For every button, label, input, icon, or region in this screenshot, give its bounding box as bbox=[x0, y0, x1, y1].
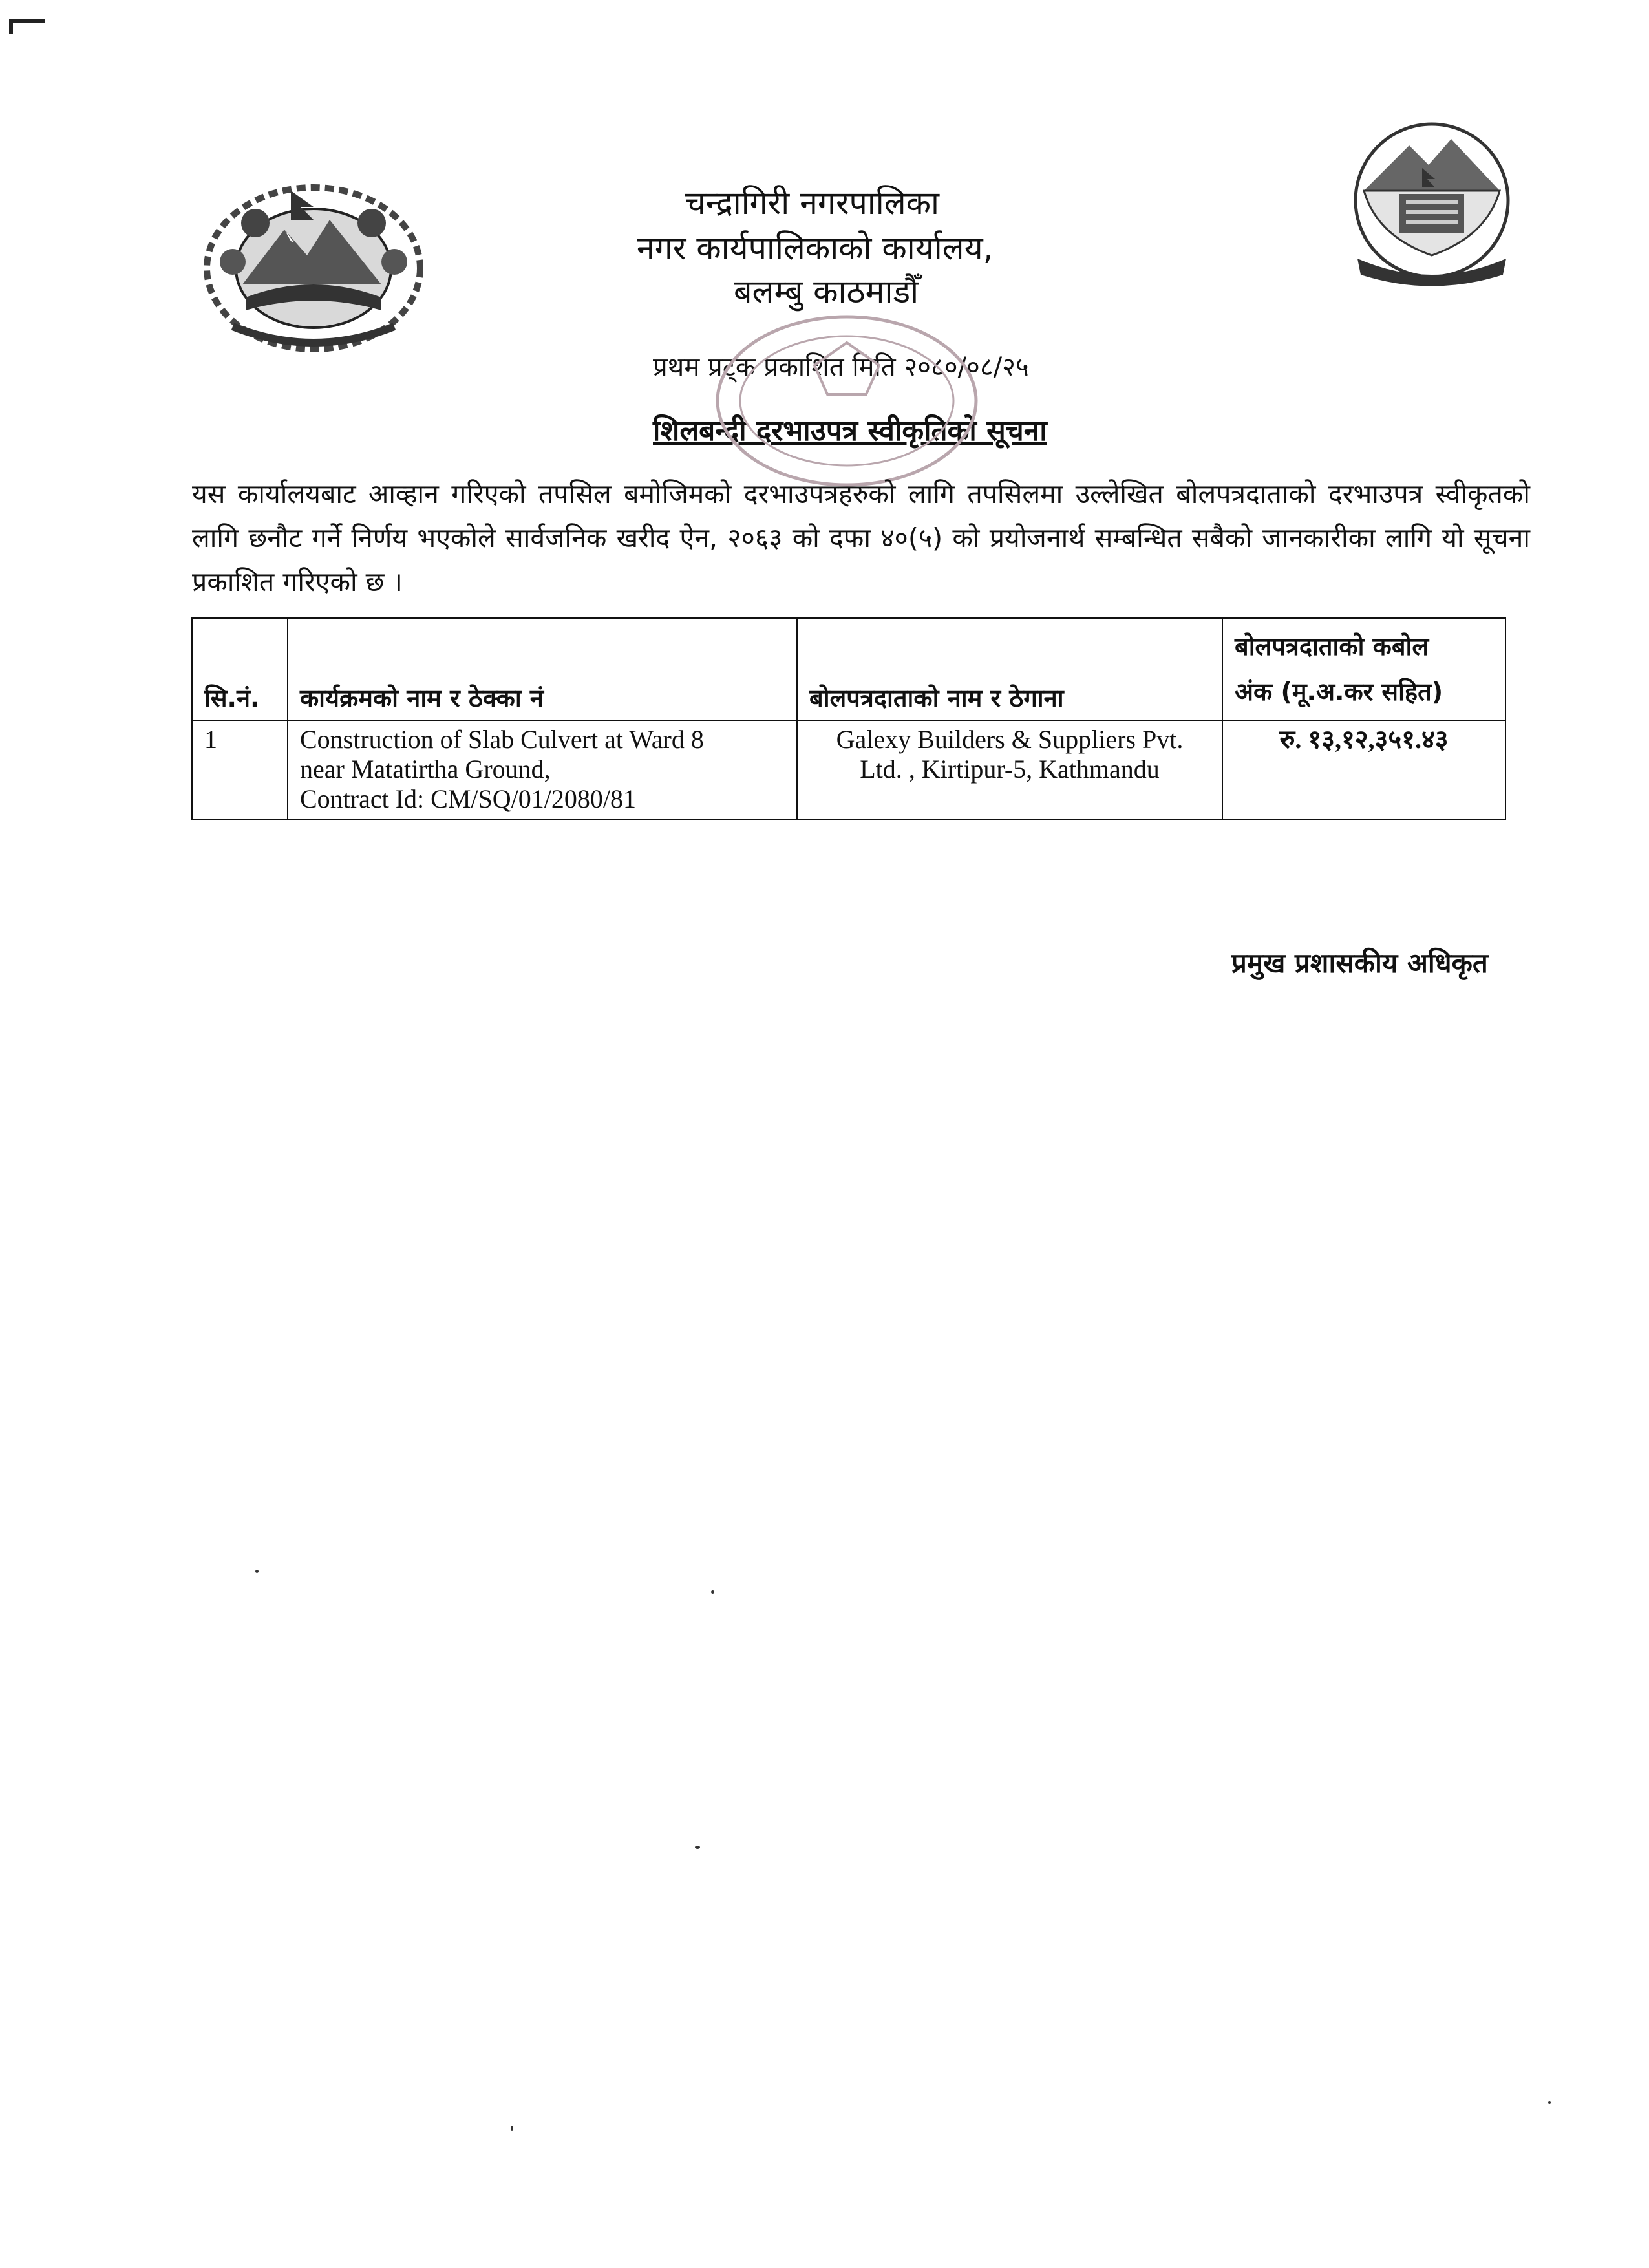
program-line: Construction of Slab Culvert at Ward 8 bbox=[300, 725, 704, 754]
scan-speck bbox=[711, 1590, 714, 1594]
table-row bbox=[192, 720, 1505, 820]
cell-program-contract bbox=[288, 720, 797, 820]
signatory-title: प्रमुख प्रशासकीय अधिकृत bbox=[1231, 947, 1488, 979]
office-location: बलम्बु काठमाडौँ bbox=[734, 273, 919, 310]
bidder-name: Galexy Builders & Suppliers Pvt. bbox=[836, 725, 1184, 754]
scan-corner-mark bbox=[9, 19, 45, 23]
scan-speck bbox=[1548, 2101, 1551, 2104]
header-bid-amount bbox=[1222, 618, 1505, 720]
header-program-contract: कार्यक्रमको नाम र ठेक्का नं bbox=[288, 618, 797, 720]
program-line: near Matatirtha Ground, bbox=[300, 754, 551, 784]
bidder-address: Ltd. , Kirtipur-5, Kathmandu bbox=[860, 754, 1160, 784]
municipality-name: चन्द्रागिरी नगरपालिका bbox=[685, 184, 939, 222]
cell-bid-amount: रु. १३,१२,३५१.४३ bbox=[1222, 720, 1505, 820]
publication-date: प्रथम प्रट्क प्रकाशित मिति २०८०/०८/२५ bbox=[653, 352, 1029, 382]
header-serial-number: सि.नं. bbox=[192, 618, 288, 720]
scan-speck bbox=[695, 1846, 700, 1849]
scan-speck bbox=[255, 1570, 259, 1573]
cell-bidder-name-address bbox=[797, 720, 1222, 820]
header-bid-amount-line1: बोलपत्रदाताको कबोल bbox=[1235, 632, 1429, 661]
header-bidder-name-address: बोलपत्रदाताको नाम र ठेगाना bbox=[797, 618, 1222, 720]
table-header-row bbox=[192, 618, 1505, 720]
header-bid-amount-line2: अंक (मू.अ.कर सहित) bbox=[1235, 678, 1443, 706]
scan-speck bbox=[511, 2126, 513, 2131]
notice-title: शिलबन्दी दरभाउपत्र स्वीकृतिको सूचना bbox=[653, 414, 1047, 447]
contract-id: Contract Id: CM/SQ/01/2080/81 bbox=[300, 784, 636, 813]
bid-acceptance-table bbox=[191, 617, 1506, 820]
municipality-logo-icon bbox=[1338, 120, 1526, 294]
nepal-emblem-icon bbox=[194, 171, 433, 359]
office-name: नगर कार्यपालिकाको कार्यालय, bbox=[637, 230, 994, 267]
office-stamp-icon bbox=[692, 304, 1002, 498]
cell-serial-number: 1 bbox=[192, 720, 288, 820]
notice-paragraph: यस कार्यालयबाट आव्हान गरिएको तपसिल बमोजिमको दरभाउपत्रहरुको लागि तपसिलमा उल्लेखित बोलपत्रदाताको दरभाउपत्र स्वीकृतको लागि छनौट गर्ने निर्णय भएकोले सार्वजनिक खरीद ऐन, २०६३ को दफा ४०(५) को प्रयोजनार्थ सम्बन्धित सबैको जानकारीका लागि यो सूचना प्रकाशित गरिएको छ । bbox=[192, 478, 1530, 597]
